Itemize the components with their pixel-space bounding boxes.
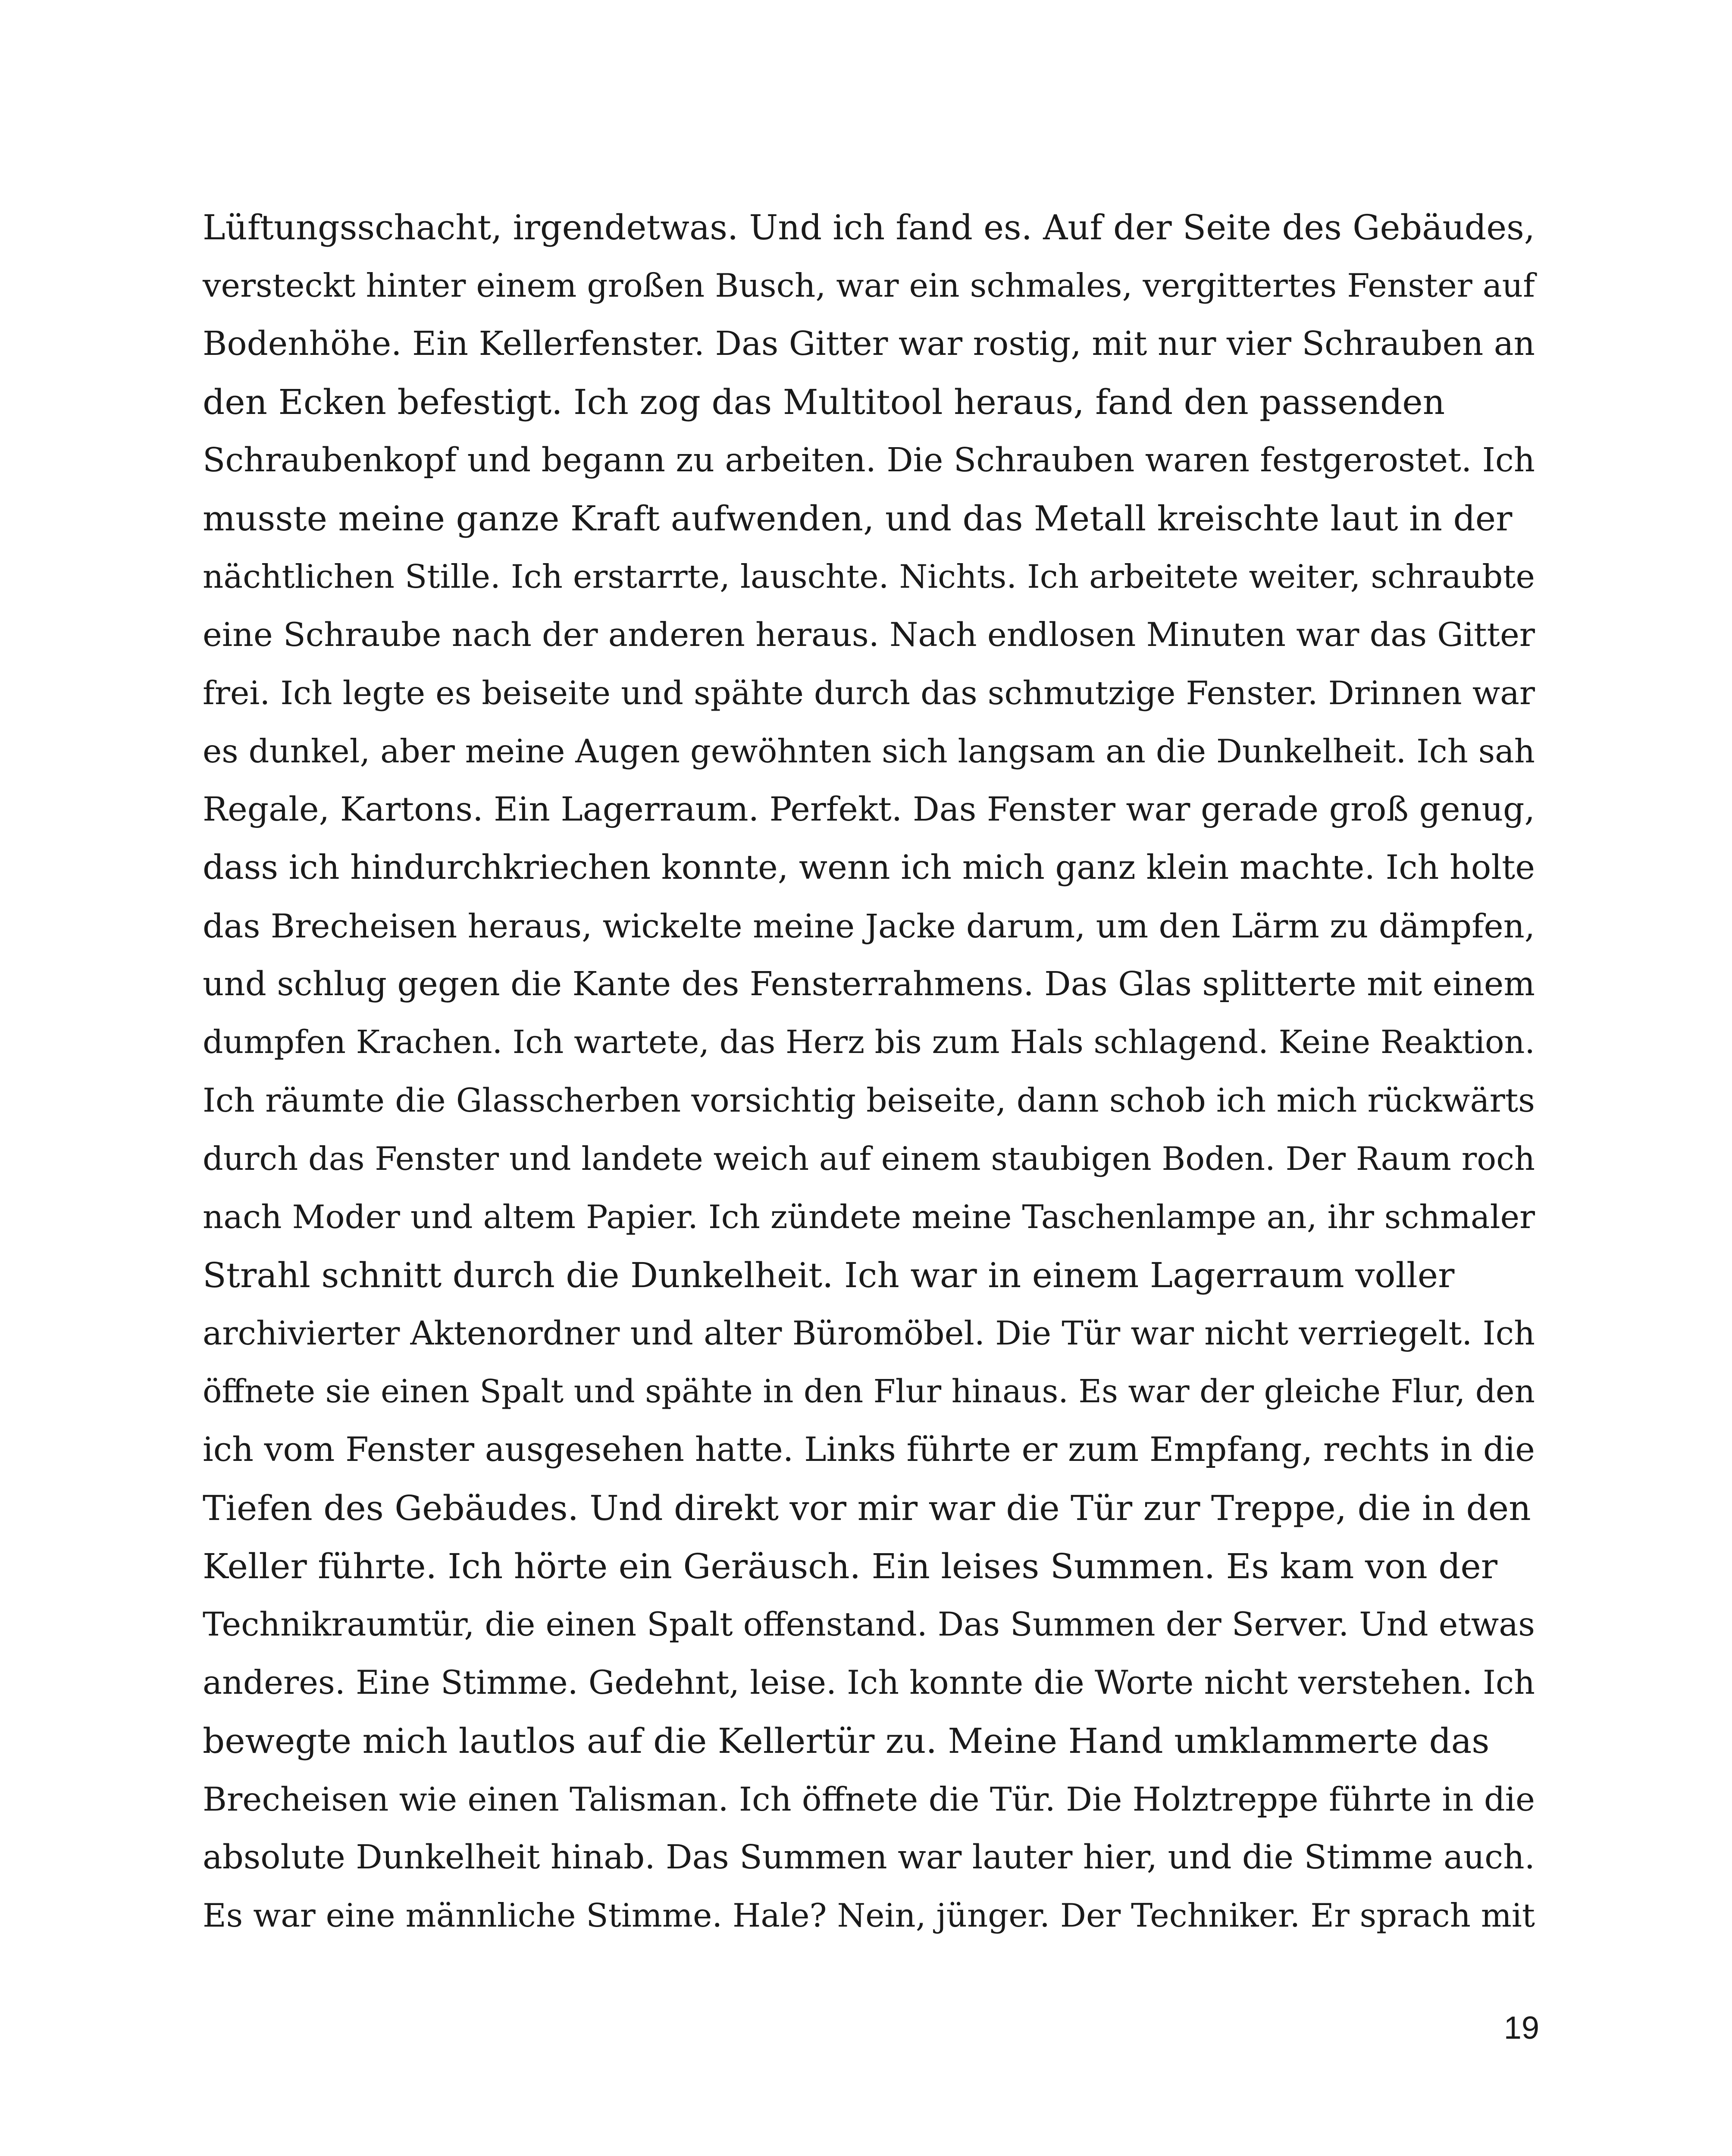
text-line: archivierter Aktenordner und alter Büromöbel. Die Tür war nicht verriegelt. Ich: [203, 1314, 1535, 1352]
text-line: durch das Fenster und landete weich auf einem staubigen Boden. Der Raum roch: [203, 1140, 1535, 1178]
text-line: es dunkel, aber meine Augen gewöhnten sich langsam an die Dunkelheit. Ich sah: [203, 732, 1535, 770]
text-line: Tiefen des Gebäudes. Und direkt vor mir war die Tür zur Treppe, die in den: [203, 1488, 1531, 1528]
text-line: musste meine ganze Kraft aufwenden, und das Metall kreischte laut in der: [203, 498, 1513, 539]
text-line: dass ich hindurchkriechen konnte, wenn ich mich ganz klein machte. Ich holte: [203, 848, 1535, 887]
text-line: eine Schraube nach der anderen heraus. Nach endlosen Minuten war das Gitter: [203, 616, 1535, 654]
text-line: und schlug gegen die Kante des Fensterrahmens. Das Glas splitterte mit einem: [203, 965, 1535, 1003]
text-line: Ich räumte die Glasscherben vorsichtig beiseite, dann schob ich mich rückwärts: [203, 1081, 1535, 1119]
text-line: ich vom Fenster ausgesehen hatte. Links führte er zum Empfang, rechts in die: [203, 1430, 1535, 1469]
text-line: Es war eine männliche Stimme. Hale? Nein, jünger. Der Techniker. Er sprach mit: [203, 1896, 1535, 1934]
text-line: dumpfen Krachen. Ich wartete, das Herz bis zum Hals schlagend. Keine Reaktion.: [203, 1024, 1535, 1061]
text-line: Regale, Kartons. Ein Lagerraum. Perfekt. Das Fenster war gerade groß genug,: [203, 790, 1535, 829]
text-line: Lüftungsschacht, irgendetwas. Und ich fand es. Auf der Seite des Gebäudes,: [203, 207, 1535, 248]
text-line: Technikraumtür, die einen Spalt offenstand. Das Summen der Server. Und etwas: [203, 1605, 1535, 1643]
text-line: Keller führte. Ich hörte ein Geräusch. Ein leises Summen. Es kam von der: [203, 1546, 1498, 1586]
text-line: das Brecheisen heraus, wickelte meine Jacke darum, um den Lärm zu dämpfen,: [203, 907, 1535, 945]
text-line: frei. Ich legte es beiseite und spähte durch das schmutzige Fenster. Drinnen war: [203, 674, 1535, 712]
text-line: versteckt hinter einem großen Busch, war ein schmales, vergittertes Fenster auf: [203, 266, 1535, 304]
text-line: Brecheisen wie einen Talisman. Ich öffnete die Tür. Die Holztreppe führte in die: [203, 1780, 1535, 1818]
text-line: absolute Dunkelheit hinab. Das Summen war lauter hier, und die Stimme auch.: [203, 1838, 1535, 1877]
text-line: Bodenhöhe. Ein Kellerfenster. Das Gitter war rostig, mit nur vier Schrauben an: [203, 325, 1535, 363]
text-line: anderes. Eine Stimme. Gedehnt, leise. Ich konnte die Worte nicht verstehen. Ich: [203, 1664, 1535, 1702]
text-line: Strahl schnitt durch die Dunkelheit. Ich war in einem Lagerraum voller: [203, 1255, 1455, 1295]
body-text: [203, 198, 1535, 1945]
text-line: nach Moder und altem Papier. Ich zündete meine Taschenlampe an, ihr schmaler: [203, 1198, 1535, 1236]
text-line: den Ecken befestigt. Ich zog das Multitool heraus, fand den passenden: [203, 382, 1445, 422]
text-line: öffnete sie einen Spalt und spähte in den Flur hinaus. Es war der gleiche Flur, den: [203, 1373, 1535, 1410]
text-line: Schraubenkopf und begann zu arbeiten. Die Schrauben waren festgerostet. Ich: [203, 441, 1535, 479]
text-line: nächtlichen Stille. Ich erstarrte, lauschte. Nichts. Ich arbeitete weiter, schraubte: [203, 558, 1535, 595]
text-line: bewegte mich lautlos auf die Kellertür zu. Meine Hand umklammerte das: [203, 1721, 1490, 1761]
page-number: 19: [1503, 2010, 1539, 2046]
